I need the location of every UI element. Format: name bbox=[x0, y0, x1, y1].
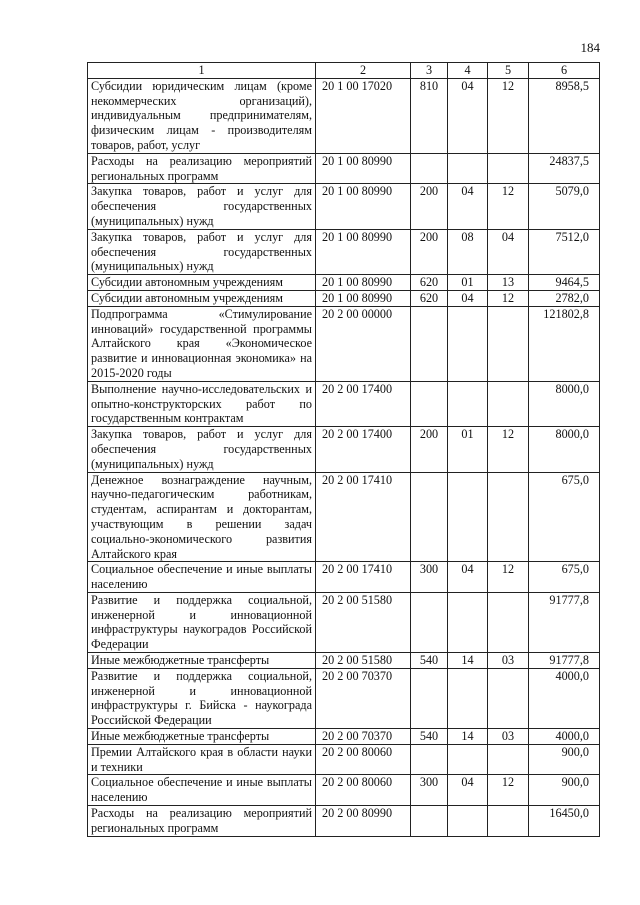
row-pr-cell: 13 bbox=[488, 275, 529, 291]
table-row bbox=[88, 806, 600, 837]
row-rz-cell: 04 bbox=[448, 78, 488, 153]
row-rz-cell: 01 bbox=[448, 427, 488, 472]
table-row bbox=[88, 306, 600, 381]
row-code-cell: 20 2 00 70370 bbox=[316, 729, 411, 745]
row-code-cell: 20 1 00 17020 bbox=[316, 78, 411, 153]
row-vr-cell: 620 bbox=[411, 290, 448, 306]
row-sum-cell: 4000,0 bbox=[529, 668, 600, 728]
row-sum-cell: 8000,0 bbox=[529, 427, 600, 472]
row-name-cell: Иные межбюджетные трансферты bbox=[88, 653, 316, 669]
row-name-cell: Развитие и поддержка социальной, инженерной и инновационной инфраструктуры наукоградов Российской Федерации bbox=[88, 592, 316, 652]
table-row bbox=[88, 562, 600, 593]
row-vr-cell bbox=[411, 592, 448, 652]
row-name-cell: Денежное вознаграждение научным, научно-педагогическим работникам, студентам, аспирантам и докторантам, участвующим в решении задач социально-экономического развития Алтайского края bbox=[88, 472, 316, 562]
row-rz-cell bbox=[448, 153, 488, 184]
row-vr-cell: 620 bbox=[411, 275, 448, 291]
row-rz-cell bbox=[448, 472, 488, 562]
row-pr-cell: 04 bbox=[488, 229, 529, 274]
row-pr-cell: 12 bbox=[488, 775, 529, 806]
row-pr-cell bbox=[488, 306, 529, 381]
row-pr-cell bbox=[488, 153, 529, 184]
row-name-cell: Выполнение научно-исследовательских и опытно-конструкторских работ по государственным контрактам bbox=[88, 381, 316, 426]
table-row bbox=[88, 184, 600, 229]
table-row bbox=[88, 381, 600, 426]
row-code-cell: 20 1 00 80990 bbox=[316, 184, 411, 229]
row-rz-cell: 04 bbox=[448, 562, 488, 593]
row-sum-cell: 24837,5 bbox=[529, 153, 600, 184]
row-vr-cell bbox=[411, 744, 448, 775]
row-code-cell: 20 1 00 80990 bbox=[316, 275, 411, 291]
row-sum-cell: 675,0 bbox=[529, 472, 600, 562]
row-sum-cell: 675,0 bbox=[529, 562, 600, 593]
row-sum-cell: 9464,5 bbox=[529, 275, 600, 291]
row-sum-cell: 900,0 bbox=[529, 775, 600, 806]
table-row bbox=[88, 427, 600, 472]
row-rz-cell bbox=[448, 381, 488, 426]
row-code-cell: 20 2 00 51580 bbox=[316, 653, 411, 669]
row-vr-cell: 300 bbox=[411, 775, 448, 806]
column-header: 1 bbox=[88, 63, 316, 79]
row-code-cell: 20 2 00 51580 bbox=[316, 592, 411, 652]
row-sum-cell: 4000,0 bbox=[529, 729, 600, 745]
row-name-cell: Закупка товаров, работ и услуг для обеспечения государственных (муниципальных) нужд bbox=[88, 229, 316, 274]
row-rz-cell: 08 bbox=[448, 229, 488, 274]
row-code-cell: 20 2 00 80990 bbox=[316, 806, 411, 837]
row-name-cell: Закупка товаров, работ и услуг для обеспечения государственных (муниципальных) нужд bbox=[88, 427, 316, 472]
table-row bbox=[88, 775, 600, 806]
row-rz-cell: 04 bbox=[448, 184, 488, 229]
row-pr-cell bbox=[488, 472, 529, 562]
row-vr-cell: 200 bbox=[411, 184, 448, 229]
row-vr-cell bbox=[411, 668, 448, 728]
row-rz-cell bbox=[448, 744, 488, 775]
row-pr-cell: 12 bbox=[488, 184, 529, 229]
row-pr-cell: 03 bbox=[488, 729, 529, 745]
row-code-cell: 20 1 00 80990 bbox=[316, 229, 411, 274]
table-row bbox=[88, 78, 600, 153]
row-pr-cell: 12 bbox=[488, 562, 529, 593]
row-sum-cell: 121802,8 bbox=[529, 306, 600, 381]
row-sum-cell: 7512,0 bbox=[529, 229, 600, 274]
row-vr-cell: 540 bbox=[411, 653, 448, 669]
row-name-cell: Социальное обеспечение и иные выплаты населению bbox=[88, 775, 316, 806]
row-rz-cell: 14 bbox=[448, 653, 488, 669]
row-rz-cell bbox=[448, 306, 488, 381]
table-row bbox=[88, 153, 600, 184]
row-vr-cell: 810 bbox=[411, 78, 448, 153]
row-pr-cell: 12 bbox=[488, 427, 529, 472]
column-header: 2 bbox=[316, 63, 411, 79]
table-row bbox=[88, 729, 600, 745]
row-sum-cell: 16450,0 bbox=[529, 806, 600, 837]
row-vr-cell: 200 bbox=[411, 427, 448, 472]
row-code-cell: 20 2 00 17410 bbox=[316, 562, 411, 593]
table-row bbox=[88, 744, 600, 775]
row-code-cell: 20 1 00 80990 bbox=[316, 290, 411, 306]
row-name-cell: Расходы на реализацию мероприятий региональных программ bbox=[88, 806, 316, 837]
row-vr-cell bbox=[411, 806, 448, 837]
row-rz-cell bbox=[448, 806, 488, 837]
row-code-cell: 20 2 00 17410 bbox=[316, 472, 411, 562]
row-sum-cell: 5079,0 bbox=[529, 184, 600, 229]
row-vr-cell bbox=[411, 381, 448, 426]
row-name-cell: Субсидии автономным учреждениям bbox=[88, 290, 316, 306]
row-name-cell: Социальное обеспечение и иные выплаты населению bbox=[88, 562, 316, 593]
table-row bbox=[88, 275, 600, 291]
row-name-cell: Подпрограмма «Стимулирование инноваций» государственной программы Алтайского края «Экономическое развитие и инновационная экономика» на 2015-2020 годы bbox=[88, 306, 316, 381]
column-header: 5 bbox=[488, 63, 529, 79]
row-code-cell: 20 2 00 70370 bbox=[316, 668, 411, 728]
row-sum-cell: 8000,0 bbox=[529, 381, 600, 426]
row-code-cell: 20 1 00 80990 bbox=[316, 153, 411, 184]
row-sum-cell: 91777,8 bbox=[529, 592, 600, 652]
column-header: 3 bbox=[411, 63, 448, 79]
row-pr-cell: 12 bbox=[488, 78, 529, 153]
row-name-cell: Премии Алтайского края в области науки и техники bbox=[88, 744, 316, 775]
row-pr-cell: 03 bbox=[488, 653, 529, 669]
row-pr-cell bbox=[488, 381, 529, 426]
row-vr-cell: 200 bbox=[411, 229, 448, 274]
table-row bbox=[88, 668, 600, 728]
row-name-cell: Расходы на реализацию мероприятий региональных программ bbox=[88, 153, 316, 184]
row-vr-cell bbox=[411, 472, 448, 562]
row-pr-cell: 12 bbox=[488, 290, 529, 306]
row-pr-cell bbox=[488, 744, 529, 775]
row-pr-cell bbox=[488, 592, 529, 652]
table-row bbox=[88, 653, 600, 669]
column-header: 4 bbox=[448, 63, 488, 79]
row-code-cell: 20 2 00 80060 bbox=[316, 744, 411, 775]
row-rz-cell bbox=[448, 592, 488, 652]
row-pr-cell bbox=[488, 806, 529, 837]
row-name-cell: Развитие и поддержка социальной, инженерной и инновационной инфраструктуры г. Бийска - наукограда Российской Федерации bbox=[88, 668, 316, 728]
row-code-cell: 20 2 00 80060 bbox=[316, 775, 411, 806]
table-row bbox=[88, 592, 600, 652]
row-rz-cell bbox=[448, 668, 488, 728]
row-rz-cell: 14 bbox=[448, 729, 488, 745]
row-code-cell: 20 2 00 00000 bbox=[316, 306, 411, 381]
row-sum-cell: 8958,5 bbox=[529, 78, 600, 153]
table-row bbox=[88, 472, 600, 562]
row-code-cell: 20 2 00 17400 bbox=[316, 427, 411, 472]
row-sum-cell: 2782,0 bbox=[529, 290, 600, 306]
row-vr-cell bbox=[411, 306, 448, 381]
row-rz-cell: 04 bbox=[448, 775, 488, 806]
row-name-cell: Субсидии юридическим лицам (кроме некоммерческих организаций), индивидуальным предпринимателям, физическим лицам - производителям товаров, работ, услуг bbox=[88, 78, 316, 153]
table-row bbox=[88, 290, 600, 306]
row-rz-cell: 01 bbox=[448, 275, 488, 291]
row-vr-cell bbox=[411, 153, 448, 184]
row-sum-cell: 900,0 bbox=[529, 744, 600, 775]
row-sum-cell: 91777,8 bbox=[529, 653, 600, 669]
row-name-cell: Закупка товаров, работ и услуг для обеспечения государственных (муниципальных) нужд bbox=[88, 184, 316, 229]
row-vr-cell: 300 bbox=[411, 562, 448, 593]
row-code-cell: 20 2 00 17400 bbox=[316, 381, 411, 426]
page-number: 184 bbox=[580, 40, 600, 55]
table-header-row bbox=[88, 63, 600, 79]
row-rz-cell: 04 bbox=[448, 290, 488, 306]
row-pr-cell bbox=[488, 668, 529, 728]
row-name-cell: Субсидии автономным учреждениям bbox=[88, 275, 316, 291]
column-header: 6 bbox=[529, 63, 600, 79]
row-name-cell: Иные межбюджетные трансферты bbox=[88, 729, 316, 745]
row-vr-cell: 540 bbox=[411, 729, 448, 745]
budget-table bbox=[87, 62, 600, 837]
table-row bbox=[88, 229, 600, 274]
